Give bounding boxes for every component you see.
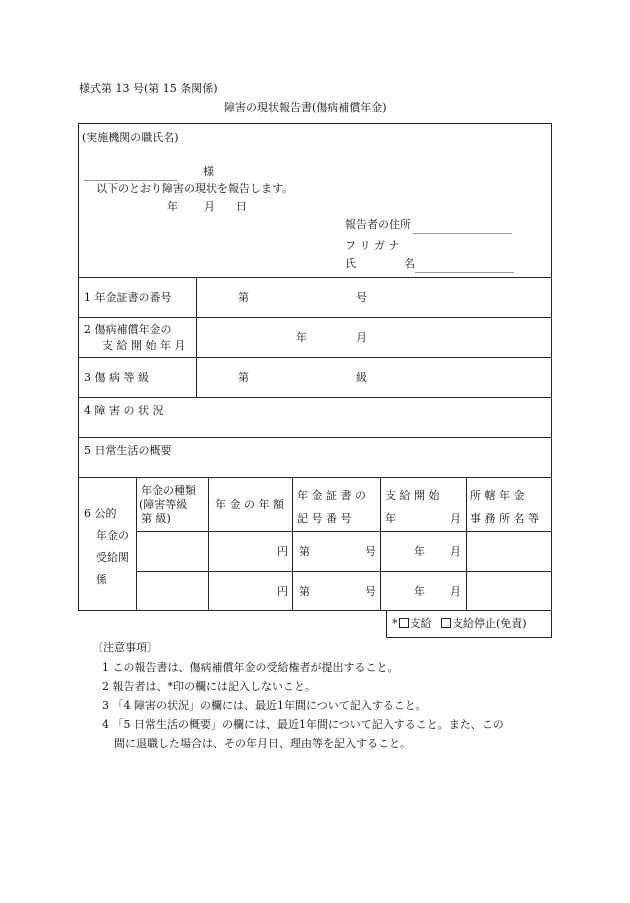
paid-checkbox[interactable]	[399, 618, 409, 628]
row3-dai: 第	[238, 371, 249, 384]
org-label: (実施機関の職氏名)	[82, 131, 179, 144]
header-cert-a: 年 金 証 書 の	[297, 489, 366, 502]
form-number: 様式第 13 号(第 15 条関係)	[79, 82, 218, 95]
furigana-label: フ リ ガ ナ	[345, 239, 400, 252]
stopped-checkbox[interactable]	[441, 618, 451, 628]
row-divider	[78, 357, 552, 358]
header-pension-type-b: (障害等級	[139, 498, 188, 511]
header-pension-type-c: 第 級)	[141, 512, 171, 525]
row1-dai: 第	[238, 291, 249, 304]
row2-month: 月	[356, 331, 367, 344]
date-day: 日	[236, 200, 247, 213]
reporter-address-label: 報告者の住所	[345, 218, 411, 231]
row-b-month: 月	[450, 585, 461, 598]
header-cert-b: 記 号 番 号	[297, 512, 352, 525]
row2-year: 年	[296, 331, 307, 344]
row4-label: 4 障 害 の 状 況	[84, 404, 164, 417]
row5-label: 5 日常生活の概要	[84, 444, 172, 457]
col-divider	[208, 477, 209, 611]
intro-text: 以下のとおり障害の現状を報告します。	[96, 182, 294, 195]
pension-label-c: 受給関	[96, 551, 129, 564]
row-divider	[136, 531, 552, 532]
header-office-b: 事 務 所 名 等	[470, 512, 539, 525]
note-1: 1 この報告書は、傷病補償年金の受給権者が提出すること。	[102, 661, 399, 674]
col-divider	[292, 477, 293, 611]
notes-heading: 〔注意事項〕	[92, 641, 158, 654]
row-a-go: 号	[365, 545, 376, 558]
date-month: 月	[204, 200, 215, 213]
row-b-year: 年	[414, 585, 425, 598]
note-3: 3 「4 障害の状況」の欄には、最近1年間について記入すること。	[102, 699, 427, 712]
paid-label: 支給	[409, 617, 432, 630]
header-annual-amount: 年 金 の 年 額	[215, 498, 284, 511]
header-office-a: 所 轄 年 金	[470, 489, 525, 502]
row-b-go: 号	[365, 585, 376, 598]
row-a-yen: 円	[277, 545, 288, 558]
form-title: 障害の現状報告書(傷病補償年金)	[224, 101, 387, 114]
row-divider	[78, 317, 552, 318]
header-start-a: 支 給 開 始	[385, 489, 440, 502]
row1-label: 1 年金証書の番号	[84, 291, 172, 304]
form-frame	[78, 123, 552, 611]
row-divider	[136, 571, 552, 572]
addressee-blank[interactable]: _________________	[84, 168, 178, 181]
pension-label-a: 6 公的	[84, 507, 117, 520]
office-use-row	[392, 617, 527, 631]
name-label-2: 名	[404, 257, 415, 270]
row-divider	[78, 477, 552, 478]
row3-label: 3 傷 病 等 級	[84, 371, 149, 384]
row-divider	[78, 397, 552, 398]
date-year: 年	[167, 200, 178, 213]
row3-kyu: 級	[356, 371, 367, 384]
note-4a: 4 「5 日常生活の概要」の欄には、最近1年間について記入すること。また、この	[102, 718, 504, 731]
col-divider	[380, 477, 381, 611]
office-use-mark: *	[392, 617, 398, 630]
note-4b: 間に退職した場合は、その年月日、理由等を記入すること。	[114, 737, 411, 750]
name-blank[interactable]: __________________	[415, 260, 514, 273]
row2-label-a: 2 傷病補償年金の	[84, 323, 172, 336]
row-b-dai: 第	[299, 585, 310, 598]
header-start-b: 年	[385, 512, 396, 525]
col-divider	[196, 277, 197, 397]
col-divider	[466, 477, 467, 611]
address-blank[interactable]: __________________	[413, 221, 512, 234]
row-a-dai: 第	[299, 545, 310, 558]
row2-label-b: 支 給 開 始 年 月	[102, 339, 186, 352]
row-a-month: 月	[450, 545, 461, 558]
honorific: 様	[203, 165, 214, 178]
col-divider	[136, 477, 137, 611]
note-2: 2 報告者は、*印の欄には記入しないこと。	[102, 680, 316, 693]
header-pension-type-a: 年金の種類	[141, 484, 196, 497]
row-a-year: 年	[414, 545, 425, 558]
row-divider	[78, 277, 552, 278]
row-b-yen: 円	[277, 585, 288, 598]
pension-label-b: 年金の	[96, 529, 129, 542]
pension-label-d: 係	[96, 573, 107, 586]
name-label: 氏	[345, 257, 356, 270]
header-start-c: 月	[450, 512, 461, 525]
row-divider	[78, 437, 552, 438]
stopped-label: 支給停止(免責)	[452, 617, 527, 630]
row1-go: 号	[356, 291, 367, 304]
